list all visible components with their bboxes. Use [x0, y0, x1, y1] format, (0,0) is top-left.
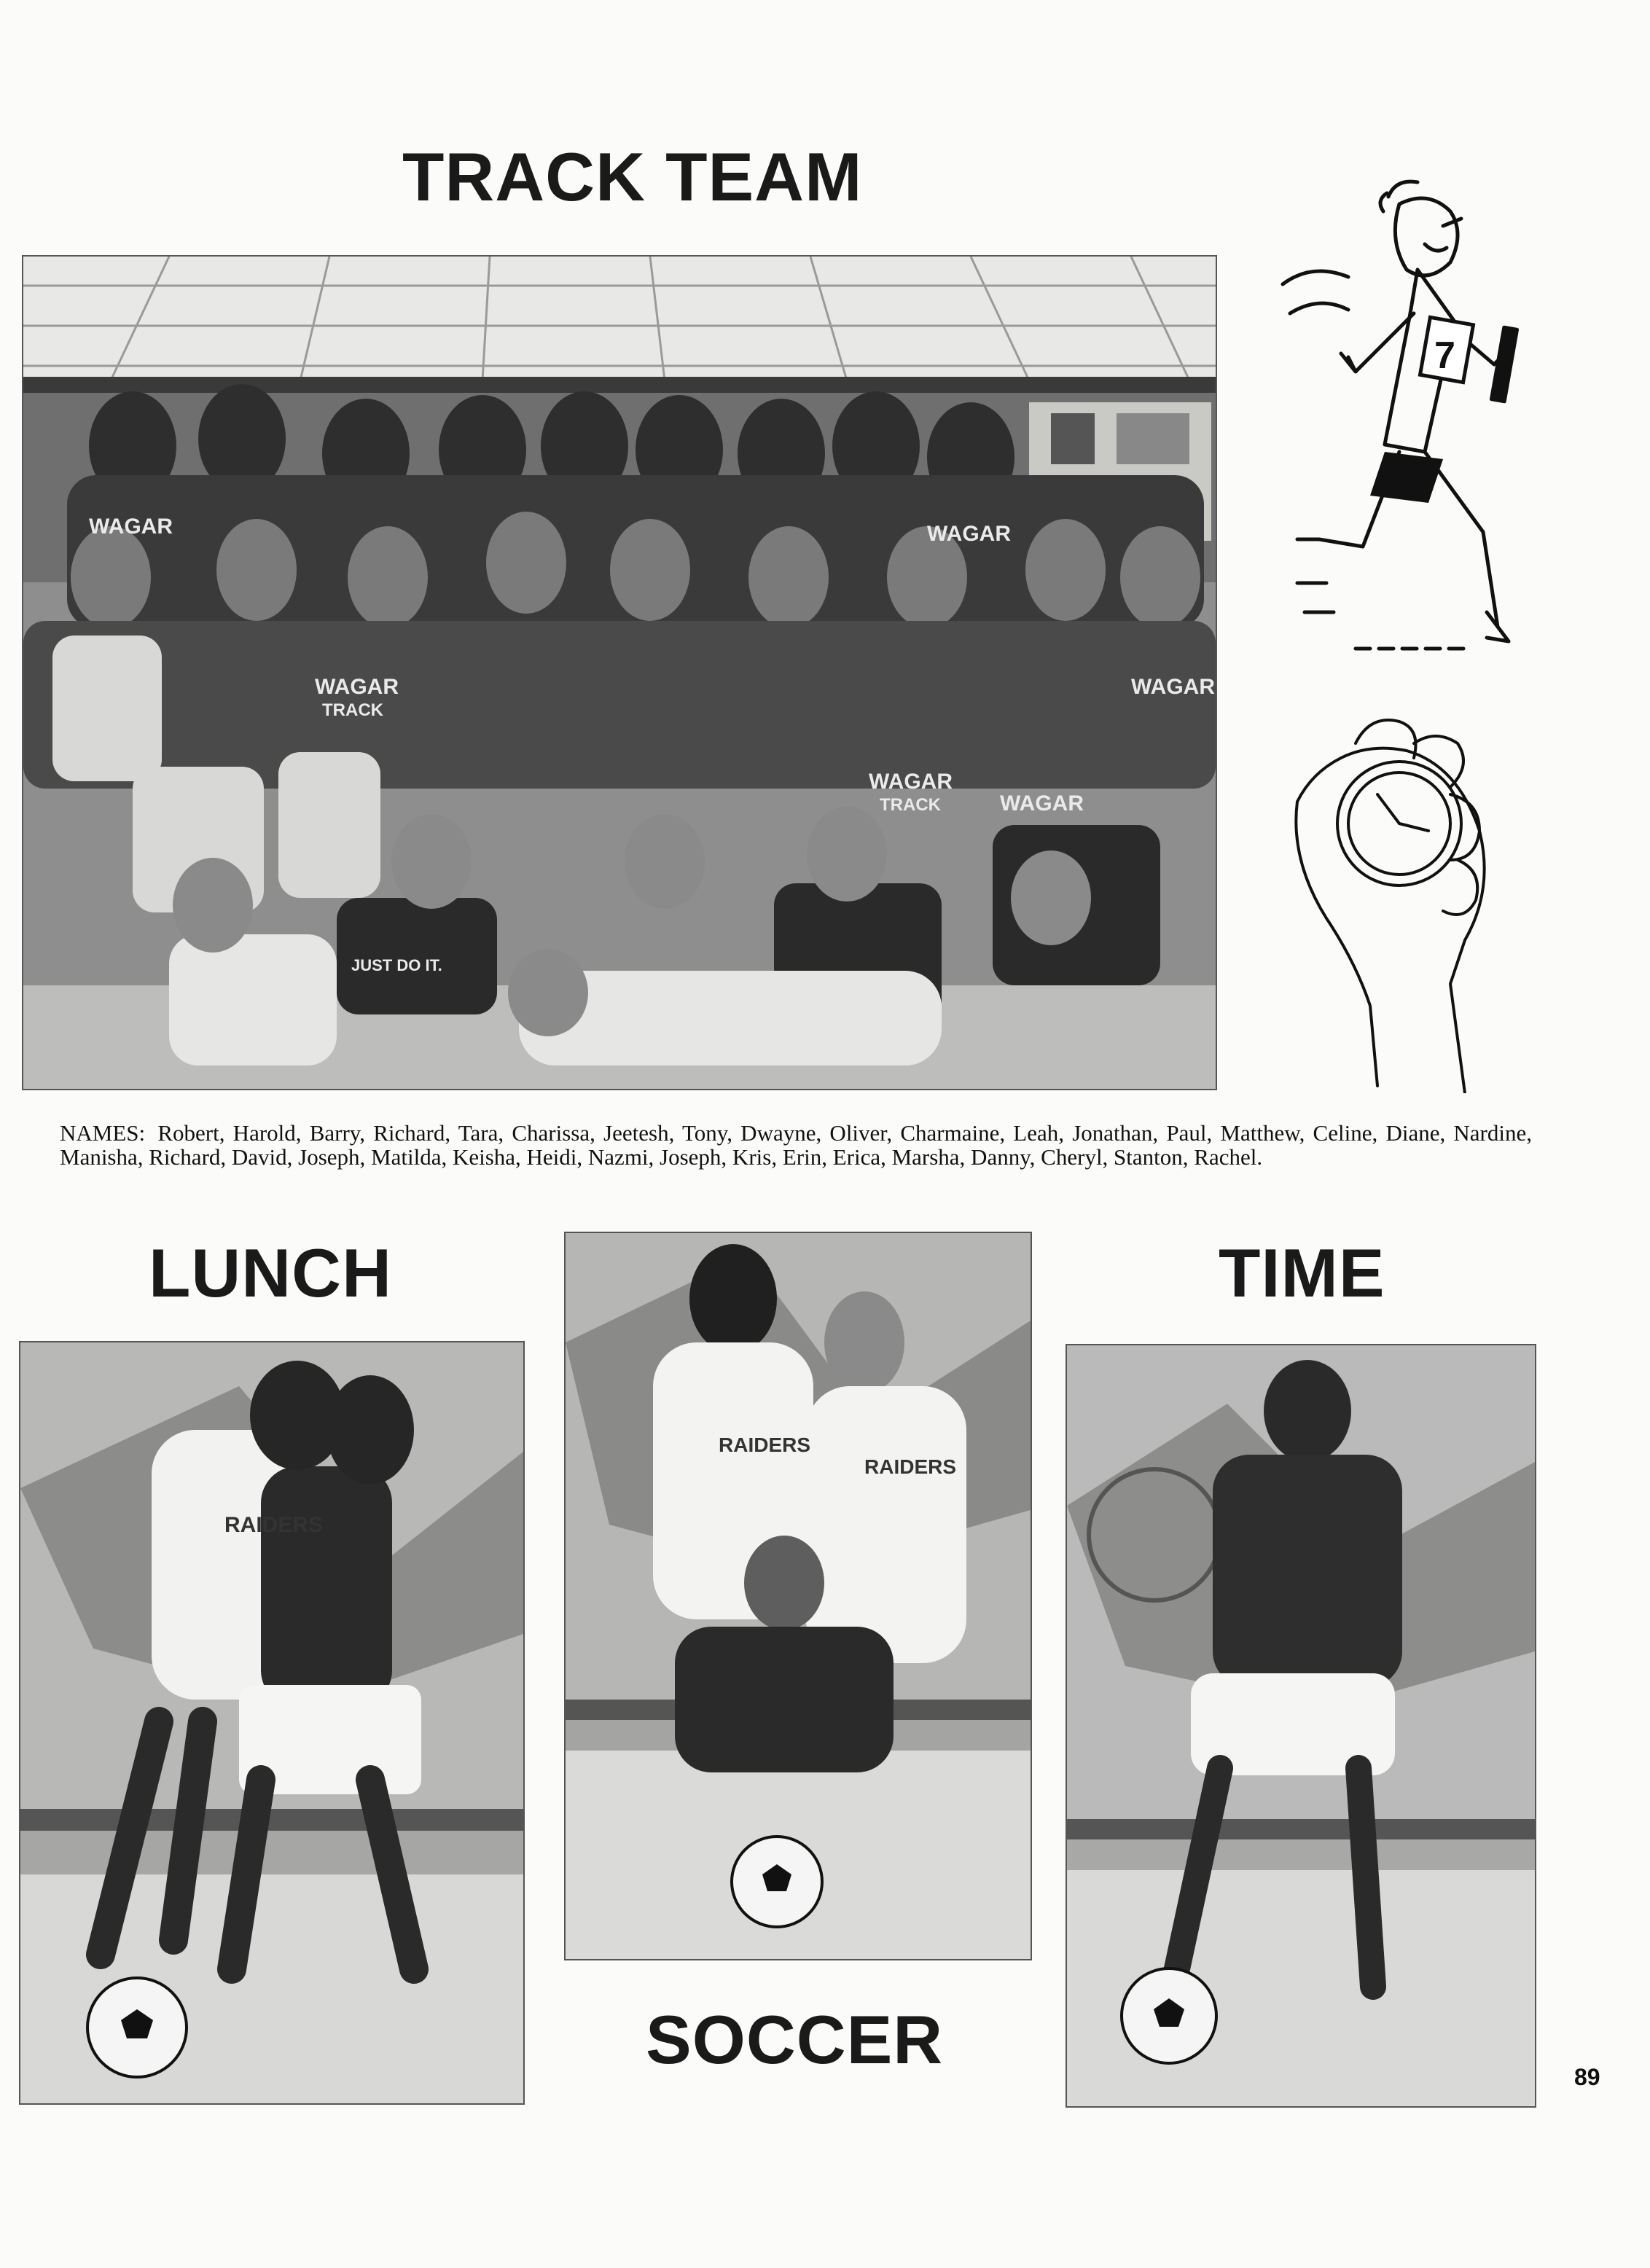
soccer-photo-right	[1066, 1344, 1536, 2108]
shirt-text: RAIDERS	[719, 1434, 811, 1456]
shirt-text: JUST DO IT.	[351, 956, 442, 974]
shirt-text: RAIDERS	[864, 1455, 957, 1478]
shirt-text: WAGAR	[89, 515, 173, 539]
soccer-photo-middle	[564, 1232, 1032, 1960]
shirt-text: WAGAR	[927, 522, 1011, 546]
shirt-text: TRACK	[880, 795, 941, 815]
shirt-text: WAGAR	[1131, 675, 1215, 699]
names-list: Robert, Harold, Barry, Richard, Tara, Charissa, Jeetesh, Tony, Dwayne, Oliver, Charmaine, Leah, Jonathan, Paul, Matthew, Celine, Diane, Nardine, Manisha, Richard, David, Joseph, Matilda, Keisha, Heidi, Nazmi, Joseph, Kris, Erin, Erica, Marsha, Danny, Cheryl, Stanton, Rachel.	[60, 1120, 1533, 1170]
names-caption	[60, 1121, 1532, 1169]
stopwatch-hand-drawing	[1283, 714, 1516, 1093]
track-team-photo	[22, 255, 1217, 1090]
shirt-text: WAGAR	[869, 770, 953, 794]
shirt-text: WAGAR	[1000, 791, 1084, 816]
shirt-text: TRACK	[322, 700, 383, 720]
lunch-heading: LUNCH	[149, 1235, 392, 1311]
track-team-heading: TRACK TEAM	[402, 138, 863, 215]
shirt-text: WAGAR	[315, 675, 399, 699]
soccer-heading: SOCCER	[646, 2001, 944, 2078]
soccer-photo-left	[19, 1341, 525, 2105]
shirt-text: RAIDERS	[224, 1513, 324, 1537]
names-label: NAMES:	[60, 1120, 146, 1146]
runner-bib-number: 7	[1434, 335, 1455, 377]
runner-cartoon	[1268, 175, 1560, 656]
time-heading: TIME	[1219, 1235, 1385, 1311]
page-number: 89	[1574, 2064, 1600, 2090]
